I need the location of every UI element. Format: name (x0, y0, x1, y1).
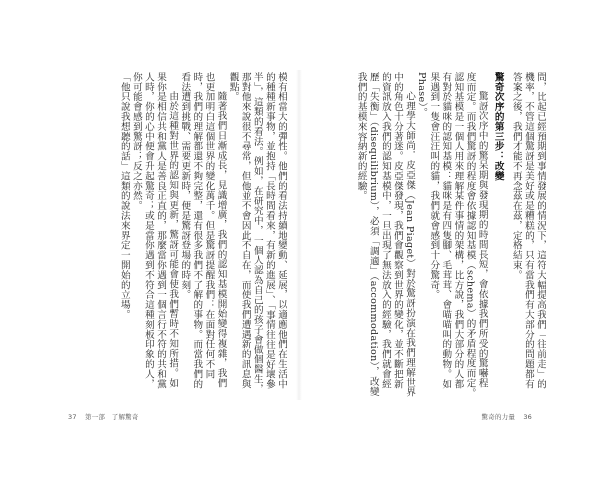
right-note: Phase）。 (416, 72, 428, 118)
right-running-head: 驚奇的力量 (481, 413, 516, 421)
left-paragraph-1: 模有相當大的彈性。他們的看法持續地變動、延展，以適應他們在生活中的種種新事物，並抱持「長時間看來，有新的進展」、「事情往往是好壞參半」，這類的看法。例如，在研究中，一個人認為自己的孩子會做個醫生，那對他來說很不尋常，但他並不會因此不自在，而使我們遭遇新的訊息與觀點。 (227, 72, 287, 394)
left-paragraph-2: 隨著我們日漸成長，見識增廣，我們的認知基模開始變得複雜，我們也更加明白這個世界的變化萬千。但是驚訝提醒我們：在面對任何不同時，我們的理解都還不夠完整，還有很多我們不了解的事物。而當我們的看法遭到挑戰、需要更新時，便是驚訝登場的時刻。 (179, 72, 227, 389)
section-heading: 驚奇次序的第三步：改變 (492, 72, 504, 181)
right-paragraph-2: 心理學大師尚．皮亞傑（Jean Piaget）對於驚訝扮演在我們理解世界中的角色十分著迷。皮亞傑發現，我們會觀察到世界的變化，並不斷把新的資訊放入我們的認知基模中，一旦出現了無法放入的經驗，我們就會經歷「失衡」（disequilibrium），必須「調適」（accommodation），改變我們的基模來容納新的經驗。 (355, 72, 416, 398)
left-footer (62, 412, 139, 421)
left-page-text (72, 72, 287, 398)
section-spacer (504, 72, 510, 398)
right-intro-paragraph: 問，比起已經預期到事情發展的情況下，這符大幅提高我們「往前走」的機率，不管這個驚訝是美好或是糟糕的，只有當我們有大部分的問題都有答案之後，我們才能不再念茲在茲，定格結束。 (510, 72, 546, 389)
right-page-number: 36 (523, 413, 532, 421)
right-paragraph-1: 驚訝次序中的驚呆期與發現期的時間長短，會依據我們所受的驚嚇程度而定。而我們驚訝的程度會依據認知基模（schema）的矛盾程度而定。認知基模是一個人用來理解某件事情的架構，比方說，我們大部分的人都有對於貓咪的認知基模：貓咪是有四隻腳、毛茸茸、會喵喵叫的動物。如果遇到一隻會汪汪叫的貓，我們就會感到十分驚奇。 (428, 72, 488, 398)
right-page-text (316, 72, 546, 398)
left-page-number: 37 (68, 413, 77, 421)
book-gutter (296, 70, 302, 400)
right-footer (482, 412, 538, 421)
left-paragraph-3: 由於這種對世界的認知與更新，驚訝可能會使我們暫時不知所措。如果你是相信共和黨人是善良正直的，那麼當你遇到一個言行不符的共和黨人時，你的心中便會升起驚奇；或是當你遇到不符合這種刻板印象的人，你可能會感到驚訝；反之亦然。 (130, 72, 179, 389)
left-running-head: 第一部 了解驚奇 (84, 413, 139, 421)
left-paragraph-4: 「他只說我想聽的話」這類的說法來界定一開始的立場。 (118, 72, 130, 320)
